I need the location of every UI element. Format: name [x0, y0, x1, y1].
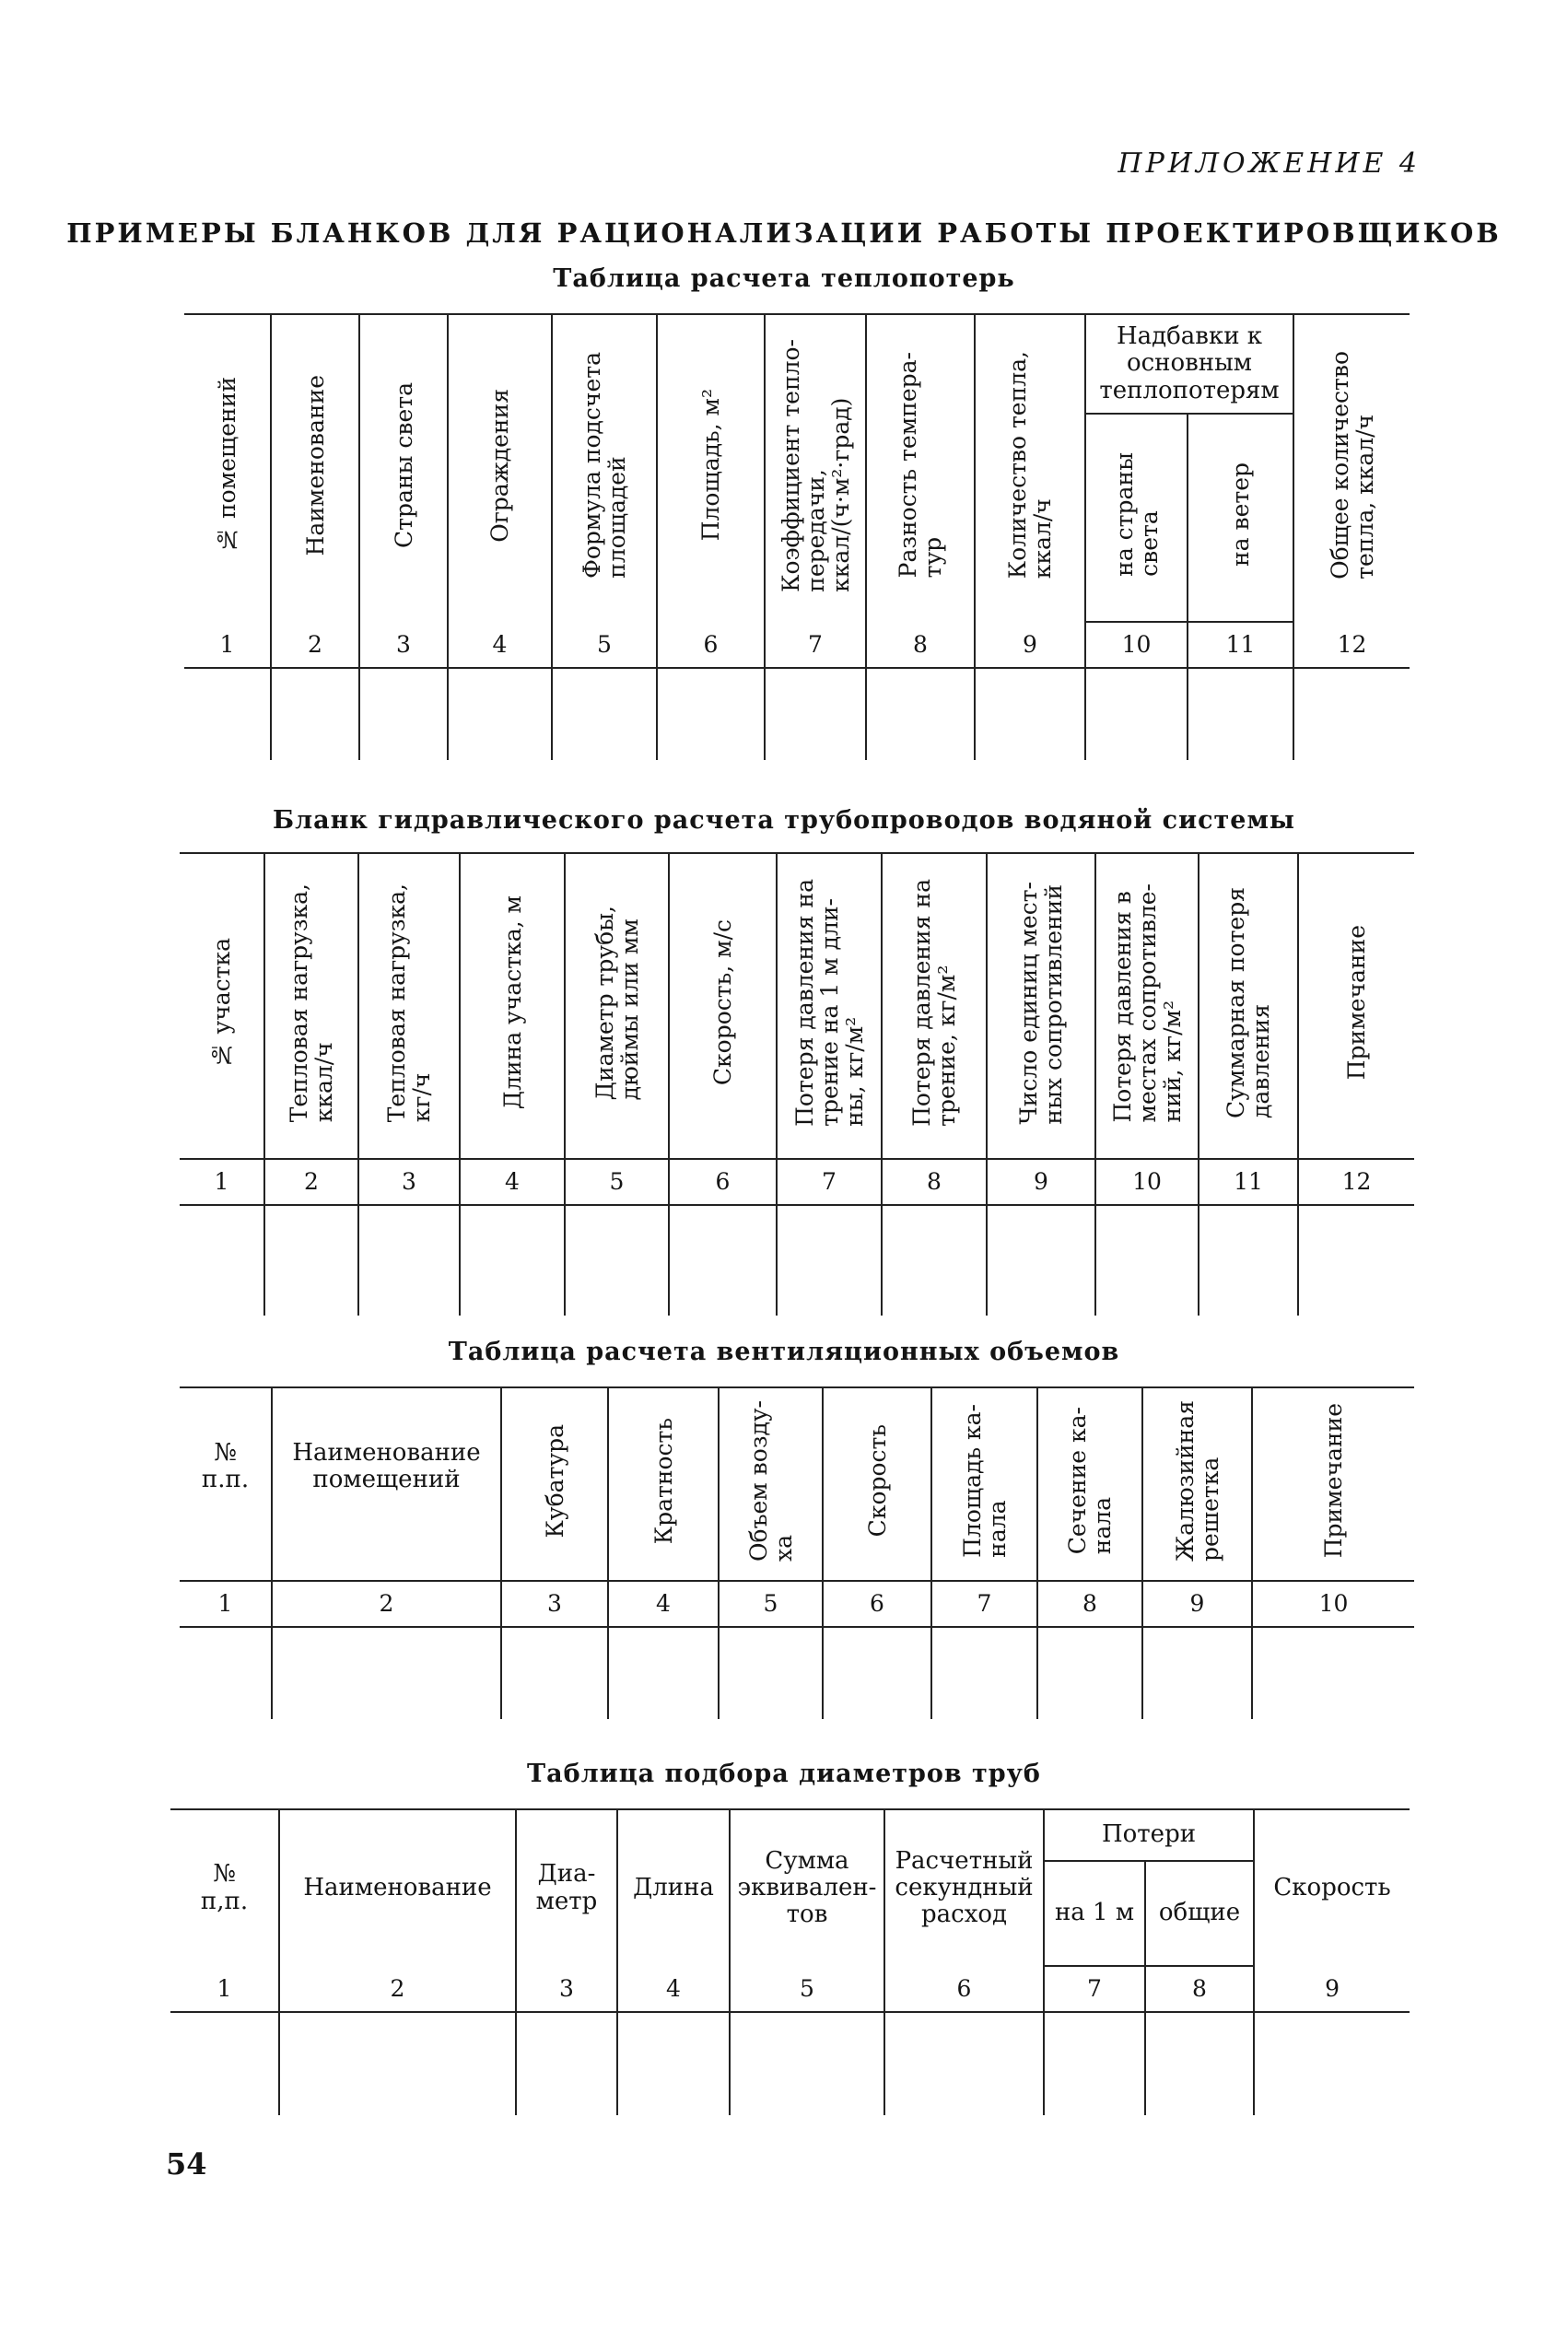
- t2-header-cell: Число единиц мест- ных сопротивлений: [987, 853, 1095, 1159]
- t2-header-cell: Тепловая нагрузка, ккал/ч: [264, 853, 358, 1159]
- t4-blank-cell[interactable]: [279, 2012, 516, 2115]
- t1-header-cell: Площадь, м²: [657, 314, 765, 622]
- t1-group-header: Надбавки к основным теплопотерям: [1085, 314, 1293, 414]
- t1-blank-cell[interactable]: [184, 668, 271, 760]
- t3-blank-cell[interactable]: [1142, 1627, 1252, 1719]
- ventilation-table: [180, 1386, 1414, 1719]
- t3-number-cell: 2: [272, 1581, 501, 1627]
- t2-number-cell: 2: [264, 1159, 358, 1205]
- t2-header-cell: Скорость, м/с: [669, 853, 777, 1159]
- t4-number-cell: 6: [884, 1966, 1044, 2012]
- t2-blank-cell[interactable]: [882, 1205, 987, 1316]
- t3-header-cell: Примечание: [1252, 1387, 1414, 1581]
- t1-blank-cell[interactable]: [866, 668, 975, 760]
- page-title: ПРИМЕРЫ БЛАНКОВ ДЛЯ РАЦИОНАЛИЗАЦИИ РАБОТЫ ПРОЕКТИРОВЩИКОВ: [66, 217, 1502, 249]
- t3-number-cell: 6: [823, 1581, 931, 1627]
- t2-header-cell: Суммарная потеря давления: [1199, 853, 1298, 1159]
- t1-number-cell: 5: [552, 622, 657, 668]
- t4-header-cell: Расчетный секундный расход: [884, 1809, 1044, 1966]
- t1-blank-cell[interactable]: [359, 668, 448, 760]
- page-number: 54: [166, 2147, 207, 2182]
- t4-group-header: Потери: [1044, 1809, 1254, 1861]
- t2-number-cell: 8: [882, 1159, 987, 1205]
- t3-blank-cell[interactable]: [272, 1627, 501, 1719]
- t2-number-cell: 9: [987, 1159, 1095, 1205]
- t4-blank-cell[interactable]: [170, 2012, 279, 2115]
- t1-number-cell: 12: [1293, 622, 1410, 668]
- t2-header-cell: Длина участка, м: [460, 853, 565, 1159]
- t3-blank-cell[interactable]: [719, 1627, 823, 1719]
- pipe-diameter-table: [170, 1808, 1410, 2115]
- t1-header-cell: Разность темпера- тур: [866, 314, 975, 622]
- t1-blank-cell[interactable]: [975, 668, 1085, 760]
- t4-number-cell: 2: [279, 1966, 516, 2012]
- t1-header-cell: Страны света: [359, 314, 448, 622]
- t2-header-cell: Потеря давления в местах сопротивле- ний, кг/м²: [1095, 853, 1199, 1159]
- t4-blank-cell[interactable]: [516, 2012, 617, 2115]
- t3-blank-cell[interactable]: [823, 1627, 931, 1719]
- t4-header-cell: № п,п.: [170, 1809, 279, 1966]
- t3-header-cell: Объем возду- ха: [719, 1387, 823, 1581]
- t1-blank-cell[interactable]: [765, 668, 866, 760]
- table4-caption: Таблица подбора диаметров труб: [527, 1760, 1041, 1788]
- t3-blank-cell[interactable]: [1037, 1627, 1142, 1719]
- t4-header-cell: Сумма эквивален- тов: [730, 1809, 884, 1966]
- t4-header-cell: Длина: [617, 1809, 730, 1966]
- table3-caption: Таблица расчета вентиляционных объемов: [448, 1338, 1120, 1366]
- t2-header-cell: Потеря давления на трение, кг/м²: [882, 853, 987, 1159]
- t2-number-cell: 3: [358, 1159, 460, 1205]
- t3-header-cell: № п.п.: [180, 1387, 272, 1581]
- t1-number-cell: 4: [448, 622, 552, 668]
- t1-number-cell: 10: [1085, 622, 1188, 668]
- table1-caption: Таблица расчета теплопотерь: [553, 264, 1015, 293]
- t2-blank-cell[interactable]: [1199, 1205, 1298, 1316]
- t2-blank-cell[interactable]: [1298, 1205, 1414, 1316]
- t3-header-cell: Кубатура: [501, 1387, 608, 1581]
- t1-header-cell: Количество тепла, ккал/ч: [975, 314, 1085, 622]
- t2-blank-cell[interactable]: [180, 1205, 264, 1316]
- t1-number-cell: 2: [271, 622, 359, 668]
- t2-number-cell: 12: [1298, 1159, 1414, 1205]
- t3-blank-cell[interactable]: [180, 1627, 272, 1719]
- t4-number-cell: 8: [1145, 1966, 1254, 2012]
- heat-loss-table: [184, 313, 1410, 760]
- t1-blank-cell[interactable]: [1293, 668, 1410, 760]
- t2-number-cell: 5: [565, 1159, 669, 1205]
- t1-number-cell: 7: [765, 622, 866, 668]
- t1-header-cell: Коэффициент тепло- передачи, ккал/(ч·м²·град): [765, 314, 866, 622]
- t1-number-cell: 6: [657, 622, 765, 668]
- t1-blank-cell[interactable]: [1085, 668, 1188, 760]
- t4-blank-cell[interactable]: [884, 2012, 1044, 2115]
- t4-number-cell: 9: [1254, 1966, 1410, 2012]
- t4-number-cell: 7: [1044, 1966, 1145, 2012]
- t4-subheader-cell: общие: [1145, 1861, 1254, 1966]
- t4-header-cell: Диа- метр: [516, 1809, 617, 1966]
- t2-blank-cell[interactable]: [264, 1205, 358, 1316]
- t1-number-cell: 9: [975, 622, 1085, 668]
- t1-blank-cell[interactable]: [1188, 668, 1293, 760]
- t1-subheader-cell: на ветер: [1188, 414, 1293, 622]
- t4-blank-cell[interactable]: [1145, 2012, 1254, 2115]
- t1-header-cell: Наименование: [271, 314, 359, 622]
- t1-number-cell: 1: [184, 622, 271, 668]
- t3-number-cell: 10: [1252, 1581, 1414, 1627]
- table2-caption: Бланк гидравлического расчета трубопроводов водяной системы: [273, 806, 1295, 835]
- t1-blank-cell[interactable]: [271, 668, 359, 760]
- t2-blank-cell[interactable]: [358, 1205, 460, 1316]
- t1-header-cell: Общее количество тепла, ккал/ч: [1293, 314, 1410, 622]
- t2-number-cell: 7: [777, 1159, 882, 1205]
- t4-number-cell: 3: [516, 1966, 617, 2012]
- t2-number-cell: 10: [1095, 1159, 1199, 1205]
- t2-number-cell: 4: [460, 1159, 565, 1205]
- hydraulic-table: [180, 852, 1414, 1316]
- t4-blank-cell[interactable]: [1254, 2012, 1410, 2115]
- t4-number-cell: 5: [730, 1966, 884, 2012]
- t2-blank-cell[interactable]: [1095, 1205, 1199, 1316]
- t3-header-cell: Сечение ка- нала: [1037, 1387, 1142, 1581]
- t2-blank-cell[interactable]: [669, 1205, 777, 1316]
- t4-number-cell: 1: [170, 1966, 279, 2012]
- t3-header-cell: Скорость: [823, 1387, 931, 1581]
- t1-number-cell: 3: [359, 622, 448, 668]
- t1-subheader-cell: на страны света: [1085, 414, 1188, 622]
- t4-blank-cell[interactable]: [730, 2012, 884, 2115]
- t3-number-cell: 1: [180, 1581, 272, 1627]
- t4-header-cell: Скорость: [1254, 1809, 1410, 1966]
- t3-blank-cell[interactable]: [608, 1627, 719, 1719]
- t1-header-cell: № помещений: [184, 314, 271, 622]
- appendix-label: ПРИЛОЖЕНИЕ 4: [1117, 147, 1421, 180]
- t1-number-cell: 8: [866, 622, 975, 668]
- t3-header-cell: Площадь ка- нала: [931, 1387, 1037, 1581]
- t1-blank-cell[interactable]: [448, 668, 552, 760]
- t2-number-cell: 11: [1199, 1159, 1298, 1205]
- t1-number-cell: 11: [1188, 622, 1293, 668]
- t2-header-cell: № участка: [180, 853, 264, 1159]
- t2-header-cell: Тепловая нагрузка, кг/ч: [358, 853, 460, 1159]
- t3-number-cell: 7: [931, 1581, 1037, 1627]
- t3-number-cell: 3: [501, 1581, 608, 1627]
- t2-blank-cell[interactable]: [460, 1205, 565, 1316]
- t2-header-cell: Диаметр трубы, дюймы или мм: [565, 853, 669, 1159]
- t3-blank-cell[interactable]: [501, 1627, 608, 1719]
- t3-number-cell: 8: [1037, 1581, 1142, 1627]
- t4-header-cell: Наименование: [279, 1809, 516, 1966]
- t1-header-cell: Ограждения: [448, 314, 552, 622]
- t3-number-cell: 5: [719, 1581, 823, 1627]
- t3-blank-cell[interactable]: [931, 1627, 1037, 1719]
- t2-number-cell: 1: [180, 1159, 264, 1205]
- t2-header-cell: Потеря давления на трение на 1 м дли- ны, кг/м²: [777, 853, 882, 1159]
- t2-number-cell: 6: [669, 1159, 777, 1205]
- t4-blank-cell[interactable]: [617, 2012, 730, 2115]
- t3-header-cell: Кратность: [608, 1387, 719, 1581]
- t1-blank-cell[interactable]: [552, 668, 657, 760]
- t1-blank-cell[interactable]: [657, 668, 765, 760]
- t2-blank-cell[interactable]: [777, 1205, 882, 1316]
- t3-number-cell: 9: [1142, 1581, 1252, 1627]
- t4-number-cell: 4: [617, 1966, 730, 2012]
- t1-header-cell: Формула подсчета площадей: [552, 314, 657, 622]
- t2-blank-cell[interactable]: [565, 1205, 669, 1316]
- t2-blank-cell[interactable]: [987, 1205, 1095, 1316]
- t3-number-cell: 4: [608, 1581, 719, 1627]
- t3-header-cell: Наименование помещений: [272, 1387, 501, 1581]
- t4-blank-cell[interactable]: [1044, 2012, 1145, 2115]
- t4-subheader-cell: на 1 м: [1044, 1861, 1145, 1966]
- t3-header-cell: Жалюзийная решетка: [1142, 1387, 1252, 1581]
- t3-blank-cell[interactable]: [1252, 1627, 1414, 1719]
- t2-header-cell: Примечание: [1298, 853, 1414, 1159]
